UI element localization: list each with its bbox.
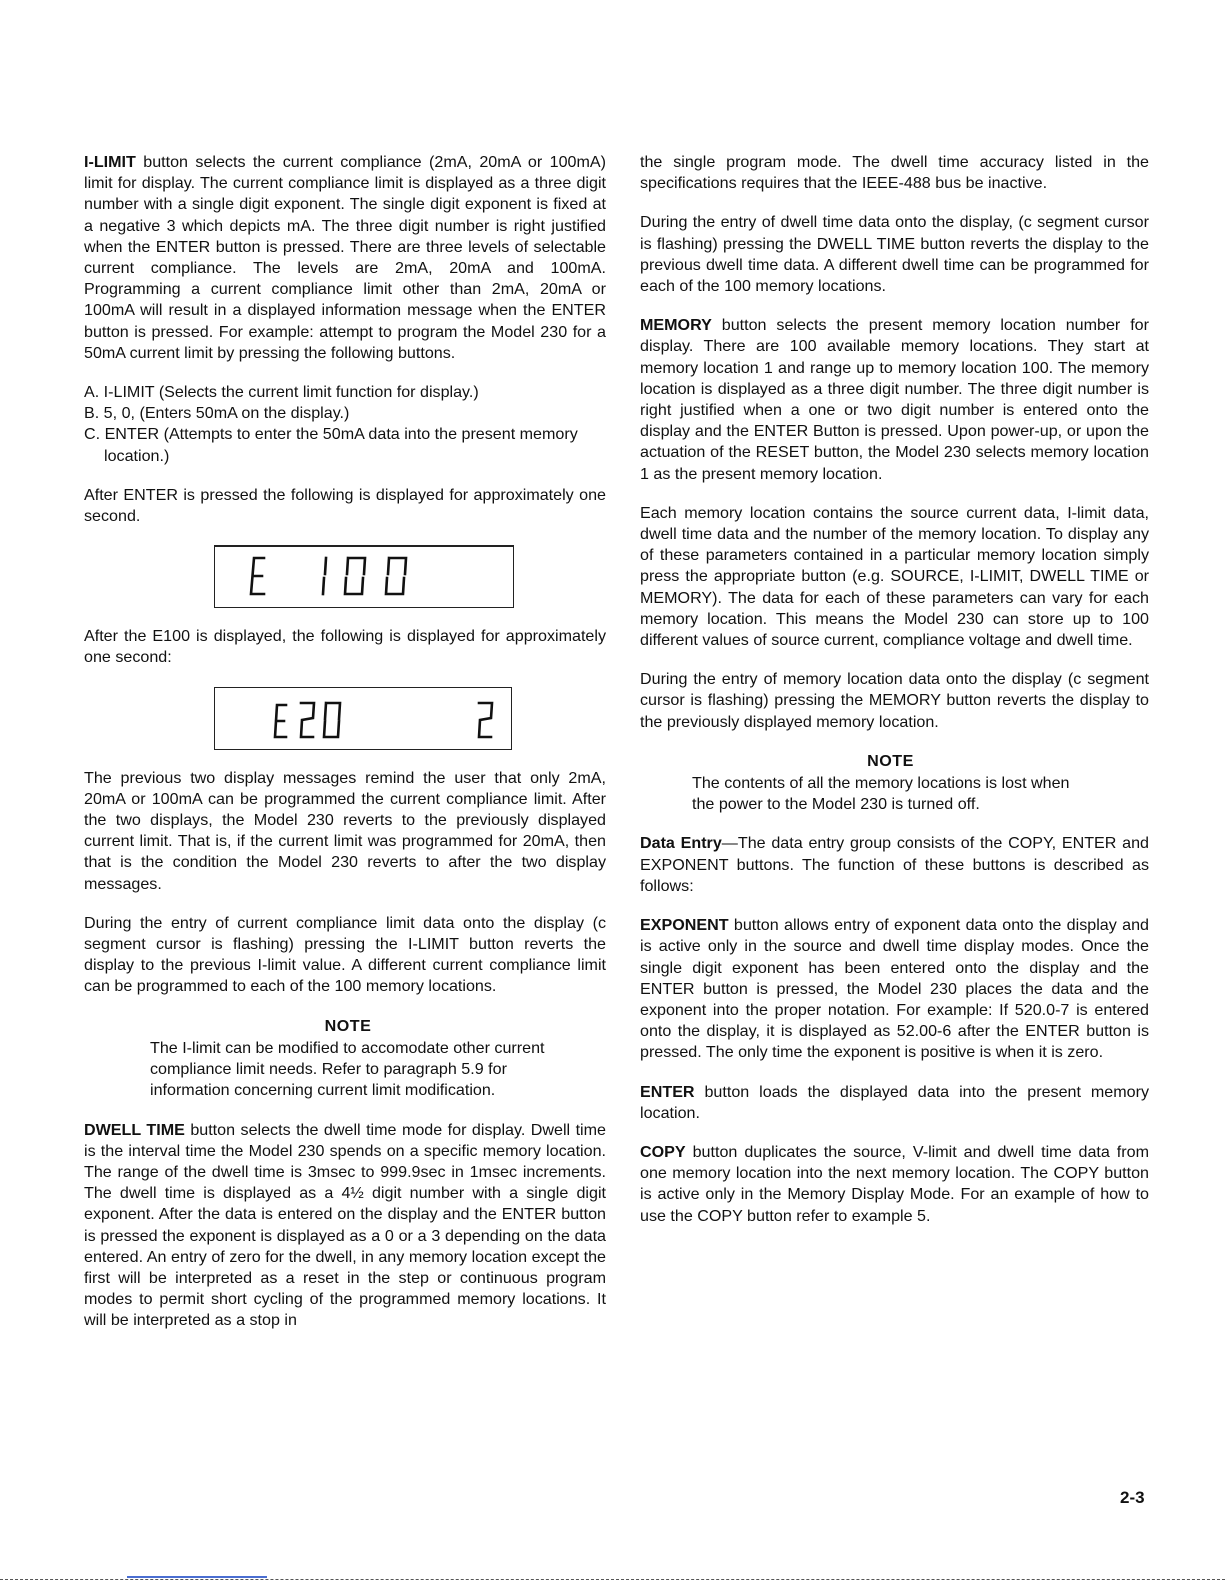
- enter-heading: ENTER: [640, 1082, 695, 1101]
- copy-text: button duplicates the source, V-limit and dwell time data from one memory location into the next memory location. The COPY button is active only in the Memory Display Mode. For an example of how to use the COPY button refer to example 5.: [640, 1142, 1149, 1225]
- left-column: [84, 152, 606, 1350]
- data-entry-text: —The data entry group consists of the COPY, ENTER and EXPONENT buttons. The function of these buttons is described as follows:: [640, 834, 1149, 895]
- display-e100: [214, 545, 514, 608]
- step-c: C. ENTER (Attempts to enter the 50mA data into the present memory location.): [84, 425, 578, 465]
- exponent-text: button allows entry of exponent data onto the display and is active only in the source and dwell time display modes. Once the single digit exponent has been entered onto the display and the ENTER button is pressed, the Model 230 places the data and the exponent into the proper notation. For example: If 520.0-7 is entered onto the display, it is displayed as 52.00-6 after the ENTER button is pressed. The only time the exponent is positive is when it is zero.: [640, 916, 1149, 1062]
- data-entry-paragraph: [640, 833, 1149, 897]
- i-limit-text: button selects the current compliance (2mA, 20mA or 100mA) limit for display. The current compliance limit is displayed as a three digit number with a single digit exponent. The single digit exponent is fixed at a negative 3 which depicts mA. The three digit number is right justified when the ENTER button is pressed. There are three levels of selectable current compliance. The levels are 2mA, 20mA and 100mA. Programming a current compliance limit other than 2mA, 20mA or 100mA will result in a displayed information message when the ENTER button is pressed. For example: attempt to program the Model 230 for a 50mA current limit by pressing the following buttons.: [84, 153, 606, 362]
- after-enter-paragraph: After ENTER is pressed the following is displayed for approximately one second.: [84, 485, 606, 526]
- step-a: A. I-LIMIT (Selects the current limit function for display.): [84, 383, 479, 402]
- dwell-time-text: button selects the dwell time mode for display. Dwell time is the interval time the Model 230 spends on a specific memory location. The range of the dwell time is 3msec to 999.9sec in 1msec increments. The dwell time is displayed as a 4½ digit number with a single digit exponent. After the data is entered on the display and the ENTER button is pressed the exponent is displayed as a 0 or a 3 depending on the data entered. An entry of zero for the dwell, in any memory location except the first will be interpreted as a reset in the step or continuous program modes to permit short cycling of the programmed memory locations. It will be interpreted as a stop in: [84, 1120, 606, 1330]
- button-steps-list: [84, 382, 606, 467]
- footer-divider: [0, 1579, 1225, 1580]
- single-program-paragraph: the single program mode. The dwell time accuracy listed in the specifications requires that the IEEE-488 bus be inactive.: [640, 153, 1149, 193]
- dwell-entry-paragraph: During the entry of dwell time data onto the display, (c segment cursor is flashing) pressing the DWELL TIME button reverts the display to the previous dwell time data. A different dwell time can be programmed for each of the 100 memory locations.: [640, 213, 1149, 296]
- right-column: [640, 152, 1149, 1245]
- step-b: B. 5, 0, (Enters 50mA on the display.): [84, 404, 350, 423]
- seven-segment-e100-icon: [215, 545, 513, 607]
- exponent-paragraph: [640, 915, 1149, 1063]
- note-body: The contents of all the memory locations is lost when the power to the Model 230 is turned off.: [692, 774, 1070, 814]
- dwell-time-heading: DWELL TIME: [84, 1120, 185, 1139]
- seven-segment-e20-2-icon: [215, 687, 511, 749]
- copy-paragraph: [640, 1142, 1149, 1227]
- memory-text: button selects the present memory location number for display. There are 100 available memory locations. They start at memory location 1 and range up to memory location 100. The memory location is displayed as a three digit number. The three digit number is right justified when a one or two digit number is entered onto the display and the ENTER Button is pressed. Upon power-up, or upon the actuation of the RESET button, the Model 230 selects memory location 1 as the present memory location.: [640, 316, 1149, 483]
- exponent-heading: EXPONENT: [640, 916, 729, 935]
- footer-link-underline: [127, 1576, 267, 1578]
- note-title: NOTE: [324, 1016, 372, 1035]
- after-e100-paragraph: After the E100 is displayed, the following is displayed for approximately one second:: [84, 627, 606, 667]
- copy-heading: COPY: [640, 1142, 686, 1161]
- data-entry-heading: Data Entry: [640, 834, 722, 853]
- note-memory: [640, 751, 1149, 816]
- note-body: The I-limit can be modified to accomodate other current compliance limit needs. Refer to paragraph 5.9 for information concerning current limit modification.: [150, 1038, 545, 1100]
- memory-heading: MEMORY: [640, 316, 712, 335]
- i-limit-heading: I-LIMIT: [84, 153, 136, 171]
- note-title: NOTE: [867, 751, 914, 770]
- note-i-limit: [84, 1016, 606, 1102]
- page-number: 2-3: [1120, 1488, 1145, 1507]
- dwell-time-paragraph: [84, 1120, 606, 1332]
- enter-text: button loads the displayed data into the present memory location.: [640, 1082, 1149, 1122]
- display-e20-2: [214, 687, 512, 750]
- memory-entry-paragraph: During the entry of memory location data onto the display (c segment cursor is flashing) pressing the MEMORY button reverts the display to the previously displayed memory location.: [640, 670, 1149, 731]
- i-limit-paragraph: [84, 152, 606, 364]
- enter-paragraph: [640, 1082, 1149, 1124]
- memory-paragraph: [640, 315, 1149, 485]
- memory-contents-paragraph: Each memory location contains the source current data, I-limit data, dwell time data and the number of the memory location. To display any of these parameters contained in a particular memory location simply press the appropriate button (e.g. SOURCE, I-LIMIT, DWELL TIME or MEMORY). The data for each of these parameters can vary for each memory location. This means the Model 230 can store up to 100 different values of source current, compliance voltage and dwell time.: [640, 503, 1149, 650]
- i-limit-entry-paragraph: During the entry of current compliance limit data onto the display (c segment cursor is flashing) pressing the I-LIMIT button reverts the display to the previous I-limit value. A different current compliance limit can be programmed to each of the 100 memory locations.: [84, 913, 606, 996]
- display-messages-paragraph: The previous two display messages remind the user that only 2mA, 20mA or 100mA can be programmed the current compliance limit. After the two displays, the Model 230 reverts to the previously displayed current limit. That is, if the current limit was programmed for 20mA, then that is the condition the Model 230 reverts to after the two display messages.: [84, 768, 606, 893]
